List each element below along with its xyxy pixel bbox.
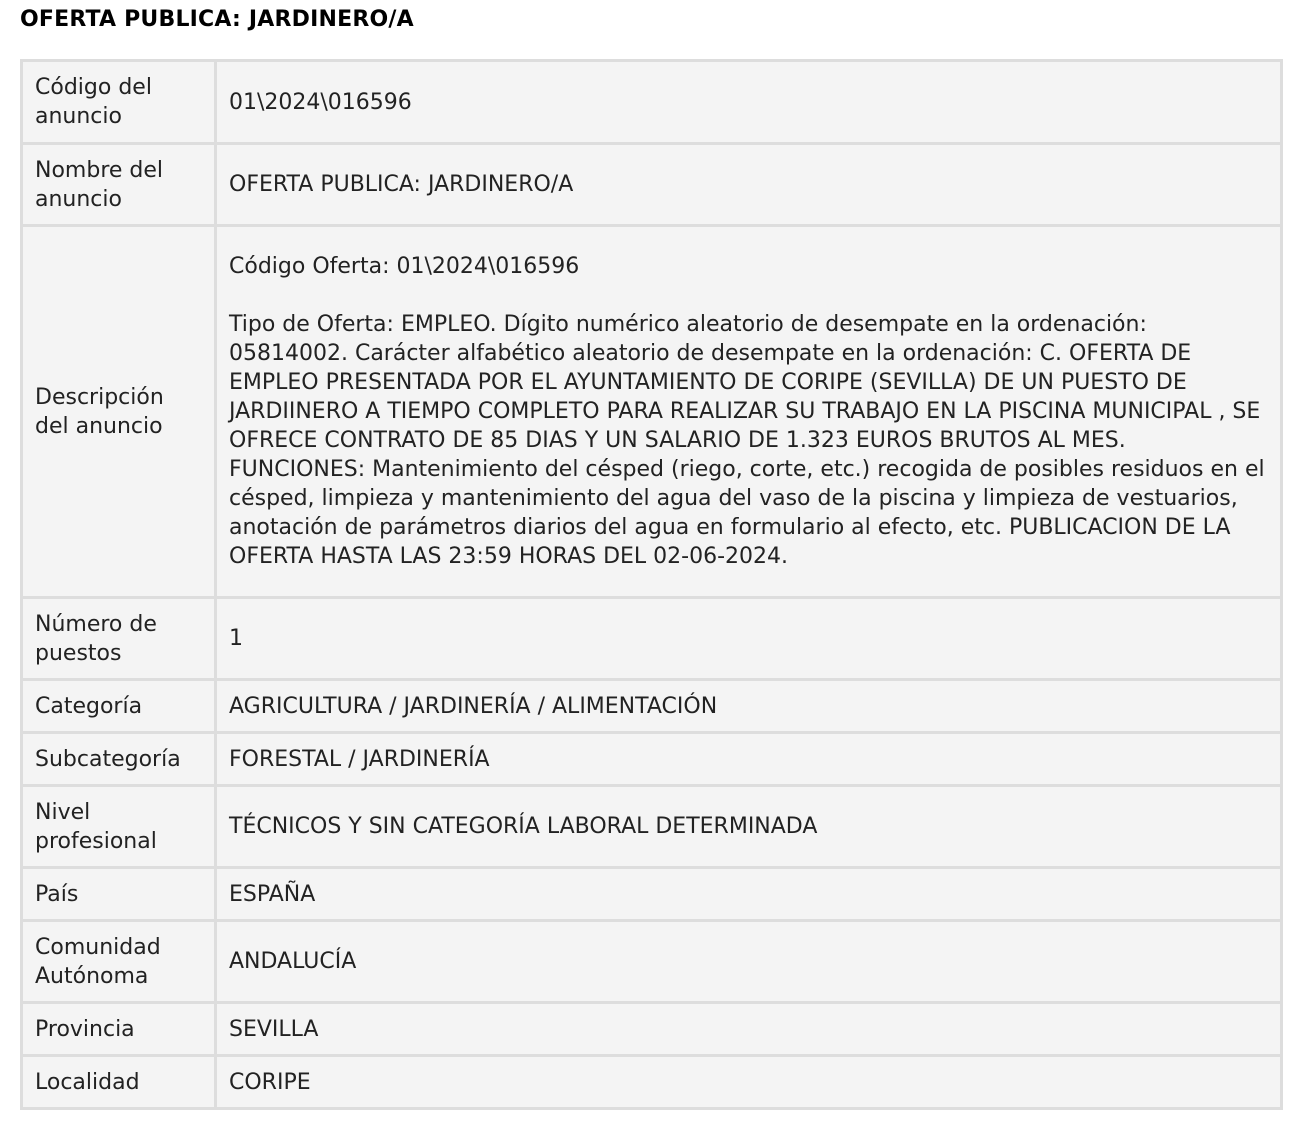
row-categoria — [23, 681, 1280, 734]
label-numero-puestos: Número de puestos — [23, 599, 217, 681]
label-categoria: Categoría — [23, 681, 217, 734]
value-nivel-profesional: TÉCNICOS Y SIN CATEGORÍA LABORAL DETERMINADA — [217, 787, 1280, 869]
row-localidad — [23, 1057, 1280, 1107]
value-codigo: 01\2024\016596 — [217, 62, 1280, 145]
label-localidad: Localidad — [23, 1057, 217, 1107]
value-descripcion — [217, 227, 1280, 599]
label-descripcion: Descripción del anuncio — [23, 227, 217, 599]
label-codigo: Código del anuncio — [23, 62, 217, 145]
row-numero-puestos — [23, 599, 1280, 681]
value-categoria: AGRICULTURA / JARDINERÍA / ALIMENTACIÓN — [217, 681, 1280, 734]
row-nivel-profesional — [23, 787, 1280, 869]
row-codigo — [23, 62, 1280, 145]
label-nivel-profesional: Nivel profesional — [23, 787, 217, 869]
label-pais: País — [23, 869, 217, 922]
row-subcategoria — [23, 734, 1280, 787]
offer-details-table — [20, 59, 1283, 1110]
label-provincia: Provincia — [23, 1004, 217, 1057]
value-numero-puestos: 1 — [217, 599, 1280, 681]
row-pais — [23, 869, 1280, 922]
row-comunidad — [23, 922, 1280, 1004]
label-subcategoria: Subcategoría — [23, 734, 217, 787]
value-subcategoria: FORESTAL / JARDINERÍA — [217, 734, 1280, 787]
value-nombre: OFERTA PUBLICA: JARDINERO/A — [217, 145, 1280, 227]
value-provincia: SEVILLA — [217, 1004, 1280, 1057]
value-comunidad: ANDALUCÍA — [217, 922, 1280, 1004]
page-title: OFERTA PUBLICA: JARDINERO/A — [20, 7, 414, 32]
value-localidad: CORIPE — [217, 1057, 1280, 1107]
label-nombre: Nombre del anuncio — [23, 145, 217, 227]
description-code: Código Oferta: 01\2024\016596 — [229, 254, 580, 279]
label-comunidad: Comunidad Autónoma — [23, 922, 217, 1004]
value-pais: ESPAÑA — [217, 869, 1280, 922]
description-body: Tipo de Oferta: EMPLEO. Dígito numérico aleatorio de desempate en la ordenación: 05814002. Carácter alfabético aleatorio de desempate en la ordenación: C. OFERTA DE EMPLEO PRESENTADA POR EL AYUNTAMIENTO DE CORIPE (SEVILLA) DE UN PUESTO DE JARDIINERO A TIEMPO COMPLETO PARA REALIZAR SU TRABAJO EN LA PISCINA MUNICIPAL , SE OFRECE CONTRATO DE 85 DIAS Y UN SALARIO DE 1.323 EUROS BRUTOS AL MES. FUNCIONES: Mantenimiento del césped (riego, corte, etc.) recogida de posibles residuos en el césped, limpieza y mantenimiento del agua del vaso de la piscina y limpieza de vestuarios, anotación de parámetros diarios del agua en formulario al efecto, etc. PUBLICACION DE LA OFERTA HASTA LAS 23:59 HORAS DEL 02-06-2024. — [229, 312, 1265, 569]
row-descripcion — [23, 227, 1280, 599]
row-nombre — [23, 145, 1280, 227]
row-provincia — [23, 1004, 1280, 1057]
description-gap — [229, 281, 1268, 310]
